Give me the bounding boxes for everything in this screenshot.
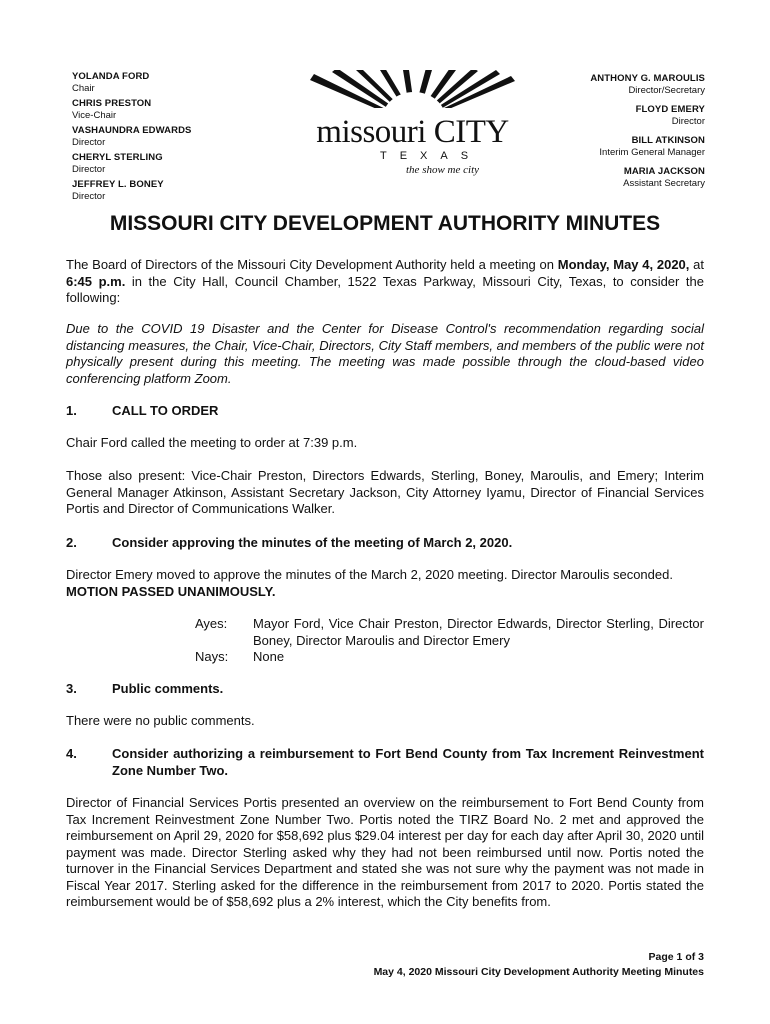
missouri-city-logo — [310, 70, 515, 185]
officer — [72, 125, 272, 149]
logo-wordmark: missouri CITY — [316, 114, 509, 150]
page-number: Page 1 of 3 — [648, 951, 704, 963]
officer — [72, 71, 272, 95]
officer — [505, 166, 705, 190]
item-heading — [66, 403, 704, 420]
officer-name: ANTHONY G. MAROULIS — [590, 73, 705, 84]
officer — [72, 152, 272, 176]
item-heading — [66, 746, 704, 779]
ayes-list: Mayor Ford, Vice Chair Preston, Director Edwards, Director Sterling, Director Boney, Director Maroulis and Director Emery — [253, 616, 704, 648]
intro-text: The Board of Directors of the Missouri City Development Authority held a meeting on — [66, 257, 558, 272]
officer-role: Interim General Manager — [599, 147, 705, 158]
nays-label: Nays: — [195, 649, 229, 664]
intro-text: at — [689, 257, 704, 272]
page-title: MISSOURI CITY DEVELOPMENT AUTHORITY MINUTES — [109, 212, 661, 235]
vote-ayes — [195, 616, 704, 649]
motion-result: MOTION PASSED UNANIMOUSLY. — [66, 583, 276, 599]
officer — [505, 104, 705, 128]
sunburst-icon — [310, 70, 515, 120]
logo-state: TEXAS — [380, 150, 482, 162]
officer-role: Director — [72, 137, 106, 148]
officer-role: Director — [72, 164, 106, 175]
item-title: Public comments. — [112, 681, 224, 696]
motion-text: Director Emery moved to approve the minutes of the March 2, 2020 meeting. Director Maroulis seconded. — [66, 567, 673, 582]
item-heading — [66, 681, 704, 698]
officer-name: JEFFREY L. BONEY — [72, 179, 164, 190]
call-to-order-text: Chair Ford called the meeting to order at 7:39 p.m. — [66, 435, 358, 450]
officer-name: CHRIS PRESTON — [72, 98, 152, 109]
item-heading — [66, 535, 704, 552]
footer-title: May 4, 2020 Missouri City Development Authority Meeting Minutes — [373, 966, 704, 978]
officers-right — [505, 73, 705, 197]
intro-paragraph — [66, 257, 704, 307]
officer-role: Director — [72, 191, 106, 202]
officer-role: Director/Secretary — [628, 85, 705, 96]
officer-role: Vice-Chair — [72, 110, 117, 121]
officer-name: FLOYD EMERY — [635, 104, 705, 115]
officer-name: CHERYL STERLING — [72, 152, 163, 163]
meeting-date: Monday, May 4, 2020, — [557, 257, 690, 272]
public-comments-text: There were no public comments. — [66, 713, 255, 728]
officer — [72, 179, 272, 203]
item-title: Consider authorizing a reimbursement to Fort Bend County from Tax Increment Reinvestment Zone Number Two. — [112, 746, 704, 778]
officers-left — [72, 71, 272, 206]
officer-name: BILL ATKINSON — [631, 135, 705, 146]
officer-name: YOLANDA FORD — [72, 71, 150, 82]
officer-role: Chair — [72, 83, 95, 94]
intro-text: in the City Hall, Council Chamber, 1522 Texas Parkway, Missouri City, Texas, to consider the following: — [66, 273, 704, 305]
officer-role: Director — [671, 116, 705, 127]
item-title: CALL TO ORDER — [112, 403, 219, 418]
officer-name: VASHAUNDRA EDWARDS — [72, 125, 192, 136]
vote-record — [195, 616, 704, 666]
page-footer — [204, 950, 704, 980]
meeting-time: 6:45 p.m. — [66, 273, 126, 289]
officer — [72, 98, 272, 122]
nays-list: None — [253, 649, 285, 664]
attendance-text: Those also present: Vice-Chair Preston, Directors Edwards, Sterling, Boney, Maroulis, and Emery; Interim General Manager Atkinson, Assistant Secretary Jackson, City Attorney Iyamu, Director of Financial Services Portis and Director of Communications Walker. — [66, 468, 704, 516]
ayes-label: Ayes: — [195, 616, 228, 631]
covid-notice: Due to the COVID 19 Disaster and the Center for Disease Control's recommendation regarding social distancing measures, the Chair, Vice-Chair, Directors, City Staff members, and members of the public were not physically present during this meeting. The meeting was made possible through the cloud-based video conferencing platform Zoom. — [66, 321, 704, 386]
logo-tagline: the show me city — [406, 164, 480, 176]
officer-name: MARIA JACKSON — [623, 166, 705, 177]
vote-nays — [195, 649, 704, 666]
item-number: 1. — [66, 403, 77, 418]
item-title: Consider approving the minutes of the meeting of March 2, 2020. — [112, 535, 513, 550]
item-number: 3. — [66, 681, 77, 696]
item-number: 4. — [66, 746, 77, 761]
reimbursement-text: Director of Financial Services Portis presented an overview on the reimbursement to Fort Bend County from Tax Increment Reinvestment Zone Number Two. Portis noted the TIRZ Board No. 2 met and approved the reimbursement on April 29, 2020 for $58,692 plus $29.04 interest per day for each day after April 30, 2020 until payment was made. Director Sterling asked why they had not been reimbursed until now. Portis noted the turnover in the Financial Services Department and stated she was not sure why the payment was not made in Fiscal Year 2017. Sterling asked for the difference in the reimbursement from 2017 to 2020. Portis stated the reimbursement would be of $58,692 plus a 2% interest, which the City benefits from. — [66, 795, 704, 909]
officer — [505, 135, 705, 159]
officer-role: Assistant Secretary — [623, 178, 705, 189]
minutes-motion — [66, 567, 704, 600]
officer — [505, 73, 705, 97]
item-number: 2. — [66, 535, 77, 550]
